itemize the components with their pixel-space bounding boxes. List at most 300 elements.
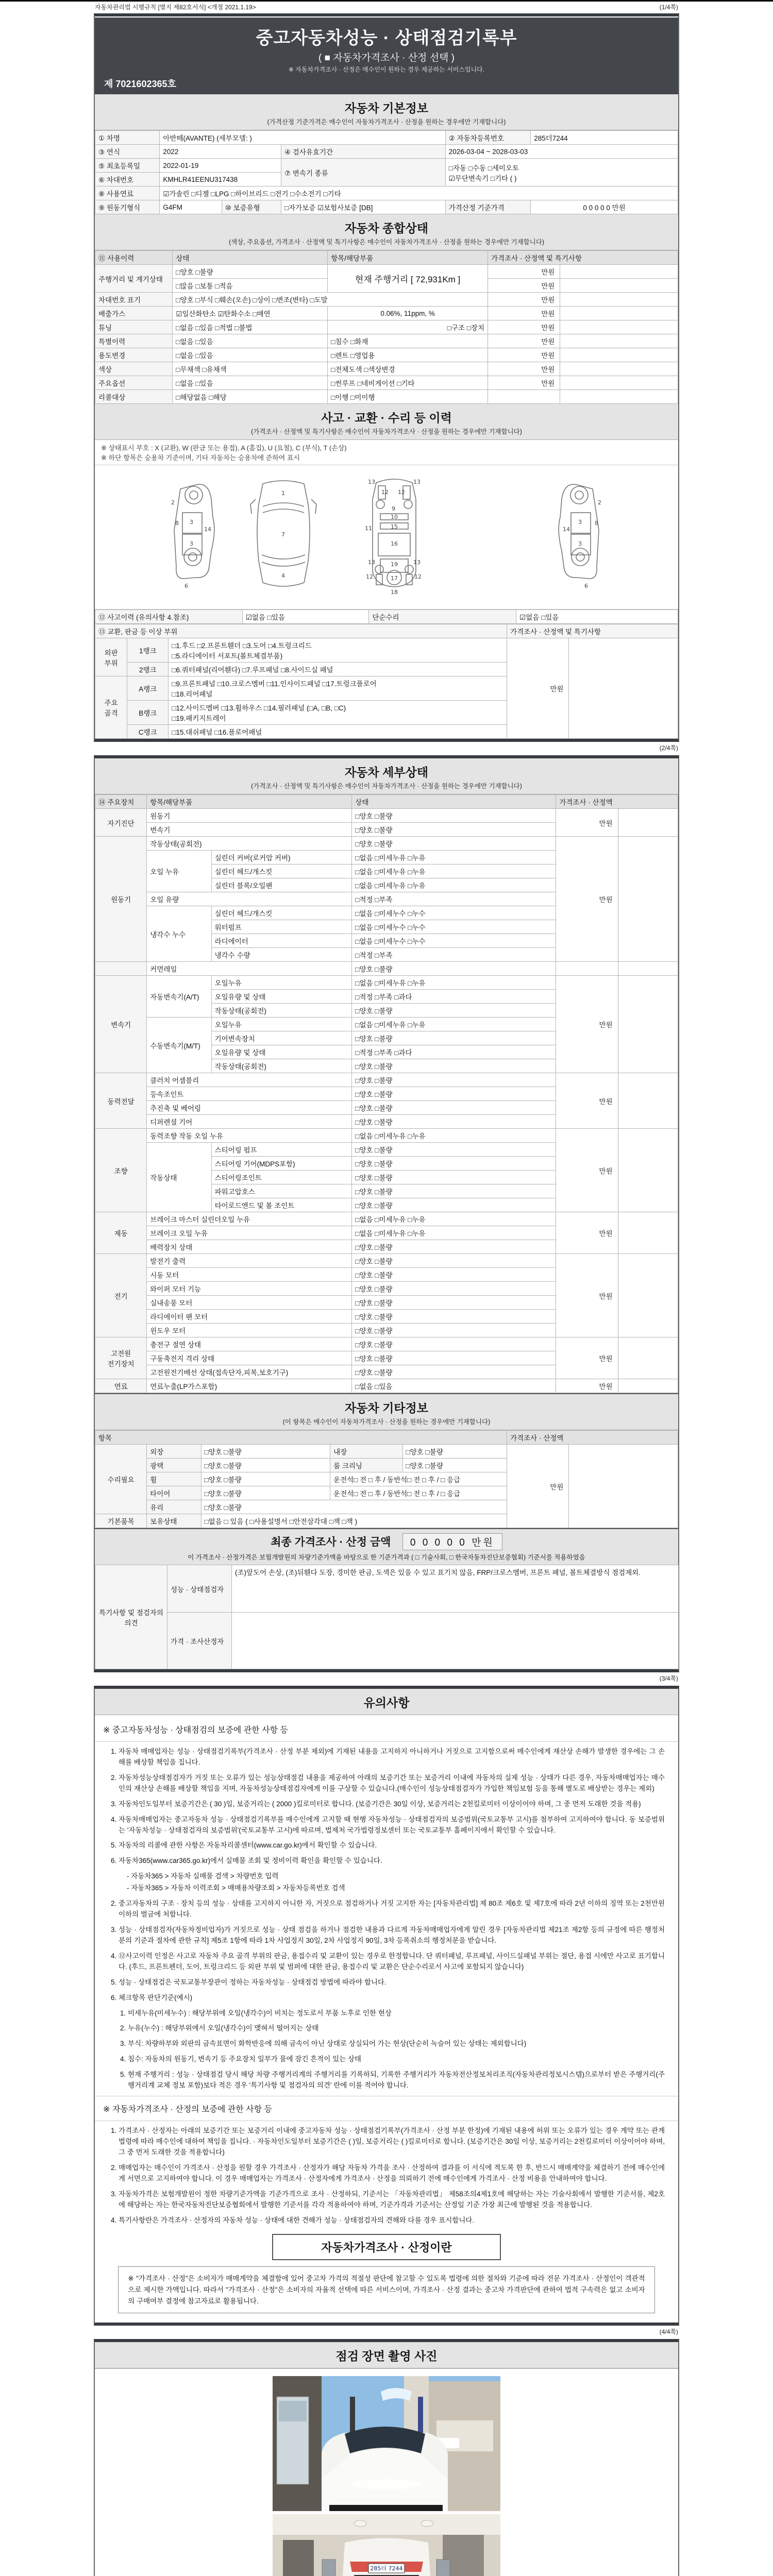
master-cylinder-label: 브레이크 마스터 실린더오일 누유 xyxy=(147,1212,352,1226)
basic-info-note: (가격산정 기준가격은 매수인이 자동차가격조사 · 산정을 원하는 경우에만 기재합니다) xyxy=(267,118,506,126)
special-history-state[interactable]: □없음 □있음 xyxy=(173,334,328,348)
simple-repair-label: 단순수리 xyxy=(369,610,516,624)
definition-box-text: ※ "가격조사 · 산정"은 소비자가 매매계약을 체결함에 있어 중고차 가격의 적절성 판단에 참고할 수 있도록 법령에 의한 절차와 기준에 따라 전문 가격조사 · 산정인이 객관적으로 제시한 가액입니다. 따라서 "가격조사 · 산정"은 소비자의 자율적 선택에 따른 서비스이며, 가격조사 · 산정 결과는 중고차 가격판단에 관하여 법적 구속력은 없고 소비자의 구매여부 결정에 참고자료로 활용됩니다. xyxy=(118,2266,654,2313)
blower-motor-label: 실내송풍 모터 xyxy=(147,1296,352,1310)
charge-port-state[interactable]: □양호 □불량 xyxy=(352,1337,556,1351)
selfdiag-price: 만원 xyxy=(556,809,618,837)
mileage-state-2[interactable]: □많음 □보통 □적음 xyxy=(173,279,328,293)
standard-note: ※ 하단 항목은 승용차 기준이며, 기타 자동차는 승용차에 준하여 표시 xyxy=(101,454,300,462)
panel-price-note xyxy=(569,638,678,739)
booster-label: 배력장치 상태 xyxy=(147,1240,352,1254)
other-price-note xyxy=(569,1445,678,1528)
other-col-price: 가격조사 · 산정액 xyxy=(507,1431,678,1445)
emission-note xyxy=(560,307,678,320)
fuel-label: ⑧ 사용연료 xyxy=(95,187,160,200)
color-label: 색상 xyxy=(95,362,173,376)
exchange-panel-table xyxy=(95,624,678,739)
transmission-type-label: ⑦ 변속기 종류 xyxy=(281,159,445,187)
definition-box-title: 자동차가격조사 · 산정이란 xyxy=(272,2234,501,2260)
common-rail-label: 커먼레일 xyxy=(147,962,352,976)
steering-gear-label: 스티어링 기어(MDPS포함) xyxy=(211,1157,352,1171)
at-oil-leak-label: 오일누유 xyxy=(211,976,352,990)
rankC-items[interactable]: □15.대쉬패널 □16.플로어패널 xyxy=(169,725,507,739)
radiator-state[interactable]: □없음 □미세누수 □누수 xyxy=(352,934,556,948)
steering-gear-state[interactable]: □양호 □불량 xyxy=(352,1157,556,1171)
overall-state-table xyxy=(95,250,678,404)
driveshaft-state[interactable]: □양호 □불량 xyxy=(352,1101,556,1115)
notice-subhead-b: ※ 자동차가격조사 · 산정의 보증에 관한 사항 등 xyxy=(95,2096,678,2121)
svg-text:8: 8 xyxy=(175,520,179,527)
hv-price-note xyxy=(618,1337,678,1379)
rank2-items[interactable]: □6.쿼터패널(리어휀다) □7.루프패널 □8.사이드실 패널 xyxy=(169,663,507,676)
detail-state-title: 자동차 세부상태 xyxy=(345,766,428,779)
coolant-head-state[interactable]: □없음 □미세누수 □누수 xyxy=(352,906,556,920)
tire-positions[interactable]: 운전석□ 전 □ 후 / 동반석□ 전 □ 후 / □ 응급 xyxy=(330,1486,507,1500)
at-oil-level-state[interactable]: □적정 □부족 □과다 xyxy=(352,990,556,1004)
oil-leak-head-state[interactable]: □없음 □미세누유 □누유 xyxy=(352,865,556,878)
special-history-item[interactable]: □침수 □화재 xyxy=(328,334,488,348)
svg-text:4: 4 xyxy=(281,572,285,579)
glass-state[interactable]: □양호 □불량 xyxy=(201,1500,507,1514)
common-rail-price-note xyxy=(618,962,678,976)
rank1-items-line1[interactable]: □1.후드 □2.프론트휀더 □3.도어 □4.트렁크리드 xyxy=(172,642,312,650)
notice-b2: 2. 중고자동차의 구조 · 장치 등의 성능 · 상태를 고지하지 아니한 자, 거짓으로 점검하거나 거짓 고지한 자는 [자동차관리법] 제 80조 제6호 및 제7호에 따라 2년 이하의 징역 또는 2천만원 이하의 벌금에 처합니다. xyxy=(119,1899,665,1920)
fuel-leak-state[interactable]: □없음 □있음 xyxy=(352,1379,556,1393)
notice-a6-sub1: - 자동차365 > 자동차 실매물 검색 > 차량번호 입력 xyxy=(127,1872,279,1880)
at-idle-label: 작동상태(공회전) xyxy=(211,1004,352,1018)
special-notes-group: 특기사항 및 점검자의 의견 xyxy=(95,1565,167,1669)
starter-motor-state[interactable]: □양호 □불량 xyxy=(352,1268,556,1282)
photo-section-title: 점검 장면 촬영 사진 xyxy=(335,2349,438,2363)
holding-state[interactable]: □없음 □ 있음 ( □사용설명서 □안전삼각대 □잭 □잭 ) xyxy=(201,1514,507,1528)
rankA-items[interactable] xyxy=(169,676,507,701)
engine-type-label: ⑨ 원동기형식 xyxy=(95,200,160,214)
trans-group: 변속기 xyxy=(95,976,147,1073)
mileage-note-2 xyxy=(560,279,678,293)
accident-history-table xyxy=(95,609,678,624)
svg-text:14: 14 xyxy=(204,526,211,533)
col-state: 상태 xyxy=(173,251,328,265)
svg-text:3: 3 xyxy=(578,519,582,526)
recall-price xyxy=(488,390,560,404)
holding-label: 보유상태 xyxy=(147,1514,201,1528)
notice-list-a xyxy=(95,1747,678,1867)
notice-header xyxy=(95,1689,678,1715)
brake-oil-label: 브레이크 오일 누유 xyxy=(147,1226,352,1240)
notice-a1: 1. 자동차 매매업자는 성능 · 상태점검기록부(가격조사 · 산정 부분 제외)에 기재된 내용을 고지하지 아니하거나 거짓으로 고지함으로써 매수인에게 재산상 손해가 발생한 경우에는 그 손해를 배상할 책임을 집니다. xyxy=(119,1747,665,1768)
emission-label: 배출가스 xyxy=(95,307,173,320)
notice-a5: 5. 자동차의 리콜에 관한 사항은 자동차리콜센터(www.car.go.kr)에서 확인할 수 있습니다. xyxy=(119,1840,665,1851)
svg-text:16: 16 xyxy=(391,540,398,547)
oil-leak-block-state[interactable]: □없음 □미세누유 □누유 xyxy=(352,878,556,892)
notice-d2: 2. 매매업자는 매수인이 가격조사 · 산정을 원할 경우 가격조사 · 산정자가 해당 자동차 가격을 조사 · 산정하여 결과를 이 서식에 적도록 한 후, 반드시 매매계약을 체결하기 전에 매수인에게 서면으로 고지하여야 합니다. 이 경우 매매업자는 가격조사 · 산정자에게 가격조사 · 산정을 의뢰하기 전에 매수인에게 가격조사 · 산정 비용을 안내하여야 합니다. xyxy=(119,2163,665,2184)
col-detail-price: 가격조사 · 산정액 xyxy=(556,795,678,809)
recall-item[interactable]: □이행 □미이행 xyxy=(328,390,488,404)
common-rail-price xyxy=(556,962,618,976)
form-reference-row xyxy=(95,3,678,11)
differential-state[interactable]: □양호 □불량 xyxy=(352,1115,556,1129)
oil-leak-group: 오일 누유 xyxy=(147,851,211,892)
hv-wiring-state[interactable]: □양호 □불량 xyxy=(352,1365,556,1379)
vin-value: KMHLR41EENU317438 xyxy=(160,173,281,187)
wiper-motor-state[interactable]: □양호 □불량 xyxy=(352,1282,556,1296)
mt-idle-state[interactable]: □양호 □불량 xyxy=(352,1059,556,1073)
emission-price: 만원 xyxy=(488,307,560,320)
exterior-label: 외장 xyxy=(147,1445,201,1459)
simple-repair-state[interactable]: ☑없음 □있음 xyxy=(516,610,678,624)
svg-text:3: 3 xyxy=(190,519,193,526)
final-price-block xyxy=(95,1528,678,1565)
engine-idle-state[interactable]: □양호 □불량 xyxy=(352,837,556,851)
vin-mark-price: 만원 xyxy=(488,293,560,307)
photo-section-header xyxy=(95,2342,678,2368)
notice-a6: 6. 자동차365(www.car365.go.kr)에서 실매물 조회 및 정비이력 확인을 확인할 수 있습니다. xyxy=(119,1856,665,1867)
main-option-price: 만원 xyxy=(488,376,560,390)
rank1-items[interactable] xyxy=(169,638,507,663)
notice-subhead-a: ※ 중고자동차성능 · 상태점검의 보증에 관한 사항 등 xyxy=(95,1717,678,1742)
inspection-period-value: 2026-03-04 ~ 2028-03-03 xyxy=(445,145,678,159)
svg-text:17: 17 xyxy=(391,575,398,582)
svg-text:12: 12 xyxy=(414,573,422,580)
coolant-level-state[interactable]: □적정 □부족 xyxy=(352,948,556,962)
master-cylinder-state[interactable]: □없음 □미세누유 □누유 xyxy=(352,1212,556,1226)
notice-d4: 4. 특기사항란은 가격조사 · 산정자의 자동차 성능 · 상태에 대한 견해가 성능 · 상태점검자의 견해와 다를 경우 표시합니다. xyxy=(119,2215,665,2226)
polish-state[interactable]: □양호 □불량 xyxy=(201,1459,330,1472)
svg-text:3: 3 xyxy=(190,540,193,547)
appraiser-label: 가격 · 조사산정자 xyxy=(167,1613,232,1669)
mt-oil-leak-state[interactable]: □없음 □미세누유 □누유 xyxy=(352,1018,556,1031)
panel-price-head: 가격조사 · 산정액 및 특기사항 xyxy=(507,624,678,638)
wheel-positions[interactable]: 운전석□ 전 □ 후 / 동반석□ 전 □ 후 / □ 응급 xyxy=(330,1472,507,1486)
accident-history-title: 사고 · 교환 · 수리 등 이력 xyxy=(321,411,452,425)
page-4 xyxy=(94,2339,679,2576)
first-reg-value: 2022-01-19 xyxy=(160,159,281,173)
color-state[interactable]: □무채색 □유채색 xyxy=(173,362,328,376)
color-item[interactable]: □전체도색 □색상변경 xyxy=(328,362,488,376)
common-rail-state[interactable]: □양호 □불량 xyxy=(352,962,556,976)
main-option-item[interactable]: □썬루프 □네비게이션 □기타 xyxy=(328,376,488,390)
svg-text:12: 12 xyxy=(398,489,405,496)
room-cleaning-state[interactable]: □양호 □불량 xyxy=(402,1459,507,1472)
wheel-state[interactable]: □양호 □불량 xyxy=(201,1472,330,1486)
battery-isolation-state[interactable]: □양호 □불량 xyxy=(352,1351,556,1365)
radiator-label: 라디에이터 xyxy=(211,934,352,948)
steering-joint-state[interactable]: □양호 □불량 xyxy=(352,1171,556,1184)
battery-isolation-label: 구동축전지 격리 상태 xyxy=(147,1351,352,1365)
notice-title: 유의사항 xyxy=(363,1696,410,1709)
interior-state[interactable]: □양호 □불량 xyxy=(402,1445,507,1459)
model-year-value: 2022 xyxy=(160,145,281,159)
svg-text:13: 13 xyxy=(413,479,421,485)
car-diagram-svg xyxy=(160,468,613,601)
interior-label: 내장 xyxy=(330,1445,402,1459)
notice-d1: 1. 가격조사 · 산정자는 아래의 보증기간 또는 보증거리 이내에 중고자동차 성능 · 상태점검기록부(가격조사 · 산정 부분 한정)에 기재된 내용에 허위 또는 오류가 있는 경우 계약 또는 관계법령에 따라 매수인에 대하여 책임을 집니다. · 자동차인도일부터 보증기간은 ( )일, 보증거리는 ( )킬로미터로 합니다. (보증기간은 30일 이상, 보증거리는 2천킬로미터 이상이어야 하며, 그 중 먼저 도래한 것을 적용합니다) xyxy=(119,2126,665,2158)
main-option-state[interactable]: □없음 □있음 xyxy=(173,376,328,390)
document-number: 제 7021602365호 xyxy=(104,79,176,89)
powertrain-price-note xyxy=(618,1073,678,1129)
vin-mark-note xyxy=(560,293,678,307)
steering-pump-state[interactable]: □양호 □불량 xyxy=(352,1143,556,1157)
wheel-label: 휠 xyxy=(147,1472,201,1486)
criteria-4: 4. 침수: 자동차의 원동기, 변속기 등 주요장치 일부가 물에 잠긴 흔적이 있는 상태 xyxy=(128,2054,665,2065)
svg-text:18: 18 xyxy=(391,589,398,596)
svg-text:13: 13 xyxy=(413,559,421,566)
color-note xyxy=(560,362,678,376)
brake-oil-state[interactable]: □없음 □미세누유 □누유 xyxy=(352,1226,556,1240)
main-option-label: 주요옵션 xyxy=(95,376,173,390)
base-price-value: 0 0 0 0 0 만원 xyxy=(531,200,678,214)
overall-state-title: 자동차 종합상태 xyxy=(345,222,428,235)
window-motor-state[interactable]: □양호 □불량 xyxy=(352,1324,556,1337)
page-top-rule xyxy=(0,0,773,2)
at-group: 자동변속기(A/T) xyxy=(147,976,211,1018)
col-item: 항목/해당부품 xyxy=(328,251,488,265)
basic-items-group: 기본품목 xyxy=(95,1514,147,1528)
usage-change-item[interactable]: □렌트 □영업용 xyxy=(328,348,488,362)
col-usage-history: ⑪ 사용이력 xyxy=(95,251,173,265)
tire-state[interactable]: □양호 □불량 xyxy=(201,1486,330,1500)
svg-text:12: 12 xyxy=(381,489,389,496)
window-motor-label: 윈도우 모터 xyxy=(147,1324,352,1337)
svg-text:6: 6 xyxy=(584,583,588,589)
recall-state[interactable]: □해당없음 □해당 xyxy=(173,390,328,404)
warranty-type-checkboxes[interactable]: □자가보증 ☑보험사보증 [DB] xyxy=(281,200,445,214)
radiator-fan-state[interactable]: □양호 □불량 xyxy=(352,1310,556,1324)
col-main-device: ⑭ 주요장치 xyxy=(95,795,147,809)
final-price-amount: 0 0 0 0 0 만원 xyxy=(402,1533,502,1550)
at-oil-level-label: 오일유량 및 상태 xyxy=(211,990,352,1004)
svg-text:19: 19 xyxy=(391,561,398,568)
svg-text:2: 2 xyxy=(598,499,601,506)
tie-rod-label: 타이로드엔드 및 볼 조인트 xyxy=(211,1198,352,1212)
svg-text:13: 13 xyxy=(368,479,375,485)
tuning-label: 튜닝 xyxy=(95,320,173,334)
rank1-label: 1랭크 xyxy=(127,638,169,663)
usage-change-state[interactable]: □없음 □있음 xyxy=(173,348,328,362)
other-info-table xyxy=(95,1430,678,1528)
rankA-items-line1[interactable]: □9.프론트패널 □10.크로스멤버 □11.인사이드패널 □17.트렁크플로어 xyxy=(172,680,377,688)
radiator-fan-label: 라디에이터 팬 모터 xyxy=(147,1310,352,1324)
accident-history-state[interactable]: ☑없음 □있음 xyxy=(242,610,369,624)
warranty-type-label: ⑩ 보증유형 xyxy=(222,200,281,214)
powertrain-group: 동력전달 xyxy=(95,1073,147,1129)
engine-price: 만원 xyxy=(556,837,618,962)
detail-state-table xyxy=(95,794,678,1393)
fuel-group: 연료 xyxy=(95,1379,147,1393)
svg-text:14: 14 xyxy=(563,526,570,533)
rankB-items-line1[interactable]: □12.사이드멤버 □13.휠하우스 □14.필러패널 (□A, □B, □C) xyxy=(172,704,346,712)
fuel-checkboxes[interactable]: ☑가솔린 □디젤 □LPG □하이브리드 □전기 □수소전기 □기타 xyxy=(160,187,678,200)
oil-leak-head-label: 실린더 헤드/개스킷 xyxy=(211,865,352,878)
inspection-period-label: ④ 검사유효기간 xyxy=(281,145,445,159)
rankB-items[interactable] xyxy=(169,701,507,725)
mt-oil-level-state[interactable]: □적정 □부족 □과다 xyxy=(352,1045,556,1059)
color-price: 만원 xyxy=(488,362,560,376)
usage-change-price: 만원 xyxy=(488,348,560,362)
driveshaft-label: 추진축 및 베어링 xyxy=(147,1101,352,1115)
mileage-price-2: 만원 xyxy=(488,279,560,293)
price-survey-select[interactable]: ( ■ 자동차가격조사 · 산정 선택 ) xyxy=(318,53,455,63)
state-symbol-note xyxy=(95,440,678,465)
at-idle-state[interactable]: □양호 □불량 xyxy=(352,1004,556,1018)
accident-history-header xyxy=(95,404,678,440)
main-frame-label: 주요 골격 xyxy=(95,676,127,739)
notice-list-c xyxy=(95,2126,678,2226)
engine-price-note xyxy=(618,837,678,962)
charge-port-label: 충전구 절연 상태 xyxy=(147,1337,352,1351)
special-notes-table xyxy=(95,1565,679,1669)
rank1-items-line2[interactable]: □5.라디에이터 서포트(볼트체결부품) xyxy=(172,652,283,660)
document-title-block xyxy=(95,16,678,94)
mt-gear-state[interactable]: □양호 □불량 xyxy=(352,1031,556,1045)
mileage-state-1[interactable]: □양호 □불량 xyxy=(173,265,328,279)
svg-text:11: 11 xyxy=(365,525,372,532)
svg-text:13: 13 xyxy=(368,559,375,566)
notice-body xyxy=(95,1715,678,2323)
brake-price-note xyxy=(618,1212,678,1254)
svg-text:1: 1 xyxy=(281,490,285,497)
mileage-label: 주행거리 및 계기상태 xyxy=(95,265,173,293)
inspector-opinion: (조)앞도어 손상, (조)뒤휀다 도장, 경미한 판금, 도색은 있을 수 있고 표기치 않음, FRP/크로스멤버, 프론트 패널, 볼트체결방식 점검제외. xyxy=(232,1565,679,1613)
coolant-level-label: 냉각수 수량 xyxy=(211,948,352,962)
col-detail-state: 상태 xyxy=(352,795,556,809)
emission-state[interactable]: ☑일산화탄소 ☑탄화수소 □매연 xyxy=(173,307,328,320)
other-price: 만원 xyxy=(507,1445,569,1528)
differential-label: 디퍼렌셜 기어 xyxy=(147,1115,352,1129)
power-steering-leak-label: 동력조향 작동 오일 누유 xyxy=(147,1129,352,1143)
electric-group: 전기 xyxy=(95,1254,147,1337)
transmission-options-1[interactable]: □자동 □수동 □세미오토 xyxy=(448,164,519,172)
panel-price: 만원 xyxy=(507,638,569,739)
rankC-label: C랭크 xyxy=(127,725,169,739)
oil-leak-cover-state[interactable]: □없음 □미세누유 □누유 xyxy=(352,851,556,865)
col-price-note: 가격조사 · 산정액 및 특기사항 xyxy=(488,251,678,265)
blower-motor-state[interactable]: □양호 □불량 xyxy=(352,1296,556,1310)
notice-a6-sub2: - 자동차365 > 자동차 이력조회 > 매매용차량조회 > 자동차등록번호 검색 xyxy=(127,1884,345,1892)
reg-number-label: ② 자동차등록번호 xyxy=(445,131,530,145)
trans-price-note xyxy=(618,976,678,1073)
page-number-4: (4/4쪽) xyxy=(659,2328,678,2336)
selfdiag-trans-state[interactable]: □양호 □불량 xyxy=(352,823,556,837)
mt-group: 수동변속기(M/T) xyxy=(147,1018,211,1073)
usage-change-note xyxy=(560,348,678,362)
steering-group: 조향 xyxy=(95,1129,147,1212)
special-history-note xyxy=(560,334,678,348)
electric-price-note xyxy=(618,1254,678,1337)
page-number-2: (2/4쪽) xyxy=(659,744,678,752)
criteria-2: 2. 누유(누수) : 해당부위에서 오일(냉각수)이 맺혀서 떨어지는 상태 xyxy=(128,2023,665,2034)
transmission-type-value[interactable] xyxy=(445,159,678,187)
detail-state-header xyxy=(95,758,678,794)
power-steering-leak-state[interactable]: □없음 □미세누유 □누유 xyxy=(352,1129,556,1143)
vin-mark-state[interactable]: □양호 □부식 □훼손(오손) □상이 □변조(변타) □도말 xyxy=(173,293,488,307)
price-survey-definition-box xyxy=(118,2234,654,2313)
page-1 xyxy=(94,13,679,742)
overall-state-header xyxy=(95,214,678,250)
engine-group: 원동기 xyxy=(95,837,147,962)
tire-label: 타이어 xyxy=(147,1486,201,1500)
tuning-state[interactable]: □없음 □있음 □적법 □불법 xyxy=(173,320,328,334)
criteria-5: 5. 현재 주행거리 : 성능 · 상태점검 당시 해당 차량 주행거리계의 주행거리를 기록하되, 기록한 주행거리가 자동차전산정보처리조직(자동차관리정보시스템)으로부터 받은 주행거리(주행거리계 교체 정보 포함)보다 적은 경우 '특기사항 및 점검자의 의견' 란에 이를 적어야 합니다. xyxy=(128,2070,665,2091)
selfdiag-group: 자기진단 xyxy=(95,809,147,837)
rankA-items-line2[interactable]: □18.리어패널 xyxy=(172,690,213,698)
generator-label: 발전기 출력 xyxy=(147,1254,352,1268)
car-name-label: ① 차명 xyxy=(95,131,160,145)
svg-text:15: 15 xyxy=(391,523,398,530)
svg-text:6: 6 xyxy=(184,583,188,589)
oil-level-state[interactable]: □적정 □부족 xyxy=(352,892,556,906)
notice-list-b xyxy=(95,1899,678,2003)
first-reg-label: ⑤ 최초등록일 xyxy=(95,159,160,173)
fuel-leak-label: 연료누출(LP가스포함) xyxy=(147,1379,352,1393)
svg-text:7: 7 xyxy=(281,531,285,538)
rank2-label: 2랭크 xyxy=(127,663,169,676)
recall-note xyxy=(560,390,678,404)
other-col-item: 항목 xyxy=(95,1431,507,1445)
tie-rod-state[interactable]: □양호 □불량 xyxy=(352,1198,556,1212)
page-2 xyxy=(94,755,679,1672)
notice-d3: 3. 자동차가격은 보험개발원이 정한 차량기준가액을 기준가격으로 조사 · 산정하되, 기준서는 「자동차관리법」 제58조의4제1호에 해당하는 자는 기술사회에서 발행한 기준서를, 제2호에 해당하는 자는 한국자동차진단보증협회에서 발행한 기준서를 각각 적용하여야 하며, 기준가격과 기준서는 산정일 기준 가장 최근에 발행된 것을 적용합니다. xyxy=(119,2189,665,2211)
engine-idle-label: 작동상태(공회전) xyxy=(147,837,352,851)
mt-idle-label: 작동상태(공회전) xyxy=(211,1059,352,1073)
steering-joint-label: 스티어링조인트 xyxy=(211,1171,352,1184)
selfdiag-engine-state[interactable]: □양호 □불량 xyxy=(352,809,556,823)
svg-text:9: 9 xyxy=(392,505,395,512)
steering-price-note xyxy=(618,1129,678,1212)
hv-price: 만원 xyxy=(556,1337,618,1379)
at-oil-leak-state[interactable]: □없음 □미세누유 □누유 xyxy=(352,976,556,990)
trans-price: 만원 xyxy=(556,976,618,1073)
tuning-item[interactable]: □구조 □장치 xyxy=(328,320,488,334)
generator-state[interactable]: □양호 □불량 xyxy=(352,1254,556,1268)
wiper-motor-label: 와이퍼 모터 기능 xyxy=(147,1282,352,1296)
rankB-items-line2[interactable]: □19.패키지트레이 xyxy=(172,715,226,722)
engine-group-2 xyxy=(95,962,147,976)
powertrain-price: 만원 xyxy=(556,1073,618,1129)
svg-text:8: 8 xyxy=(595,520,598,527)
fuel-price-note xyxy=(618,1379,678,1393)
emission-values: 0.06%, 11ppm, % xyxy=(328,307,488,320)
panel-section-label: ⑬ 교환, 판금 등 이상 부위 xyxy=(95,624,507,638)
brake-group: 제동 xyxy=(95,1212,147,1254)
page-3 xyxy=(94,1686,679,2326)
vin-label: ⑥ 차대번호 xyxy=(95,173,160,187)
transmission-options-2[interactable]: ☑무단변속기 □기타 ( ) xyxy=(448,174,517,182)
svg-text:285더 7244: 285더 7244 xyxy=(370,2565,403,2572)
clutch-state[interactable]: □양호 □불량 xyxy=(352,1073,556,1087)
cv-joint-state[interactable]: □양호 □불량 xyxy=(352,1087,556,1101)
fuel-price: 만원 xyxy=(556,1379,618,1393)
oil-leak-cover-label: 실린더 커버(로커암 커버) xyxy=(211,851,352,865)
selfdiag-price-note xyxy=(618,809,678,837)
power-hose-state[interactable]: □양호 □불량 xyxy=(352,1184,556,1198)
reg-number-value: 285더7244 xyxy=(531,131,678,145)
mt-gear-label: 기어변속장치 xyxy=(211,1031,352,1045)
outer-panel-label: 외판 부위 xyxy=(95,638,127,676)
notice-b5: 5. 성능 · 상태점검은 국토교통부장관이 정하는 자동차성능 · 상태점검 방법에 따라야 합니다. xyxy=(119,1977,665,1988)
inspection-photo-rear-lift xyxy=(273,2514,500,2576)
other-info-title: 자동차 기타정보 xyxy=(345,1401,428,1415)
special-history-label: 특별이력 xyxy=(95,334,173,348)
exterior-state[interactable]: □양호 □불량 xyxy=(201,1445,330,1459)
accident-history-note: (가격조사 · 산정액 및 특기사항은 매수인이 자동차가격조사 · 산정을 원하는 경우에만 기재합니다) xyxy=(251,428,522,435)
selfdiag-engine-label: 원동기 xyxy=(147,809,352,823)
water-pump-state[interactable]: □없음 □미세누수 □누수 xyxy=(352,920,556,934)
tuning-note xyxy=(560,320,678,334)
booster-state[interactable]: □양호 □불량 xyxy=(352,1240,556,1254)
mt-oil-leak-label: 오일누유 xyxy=(211,1018,352,1031)
car-name-value: 아반떼(AVANTE) (세부모델: ) xyxy=(160,131,445,145)
